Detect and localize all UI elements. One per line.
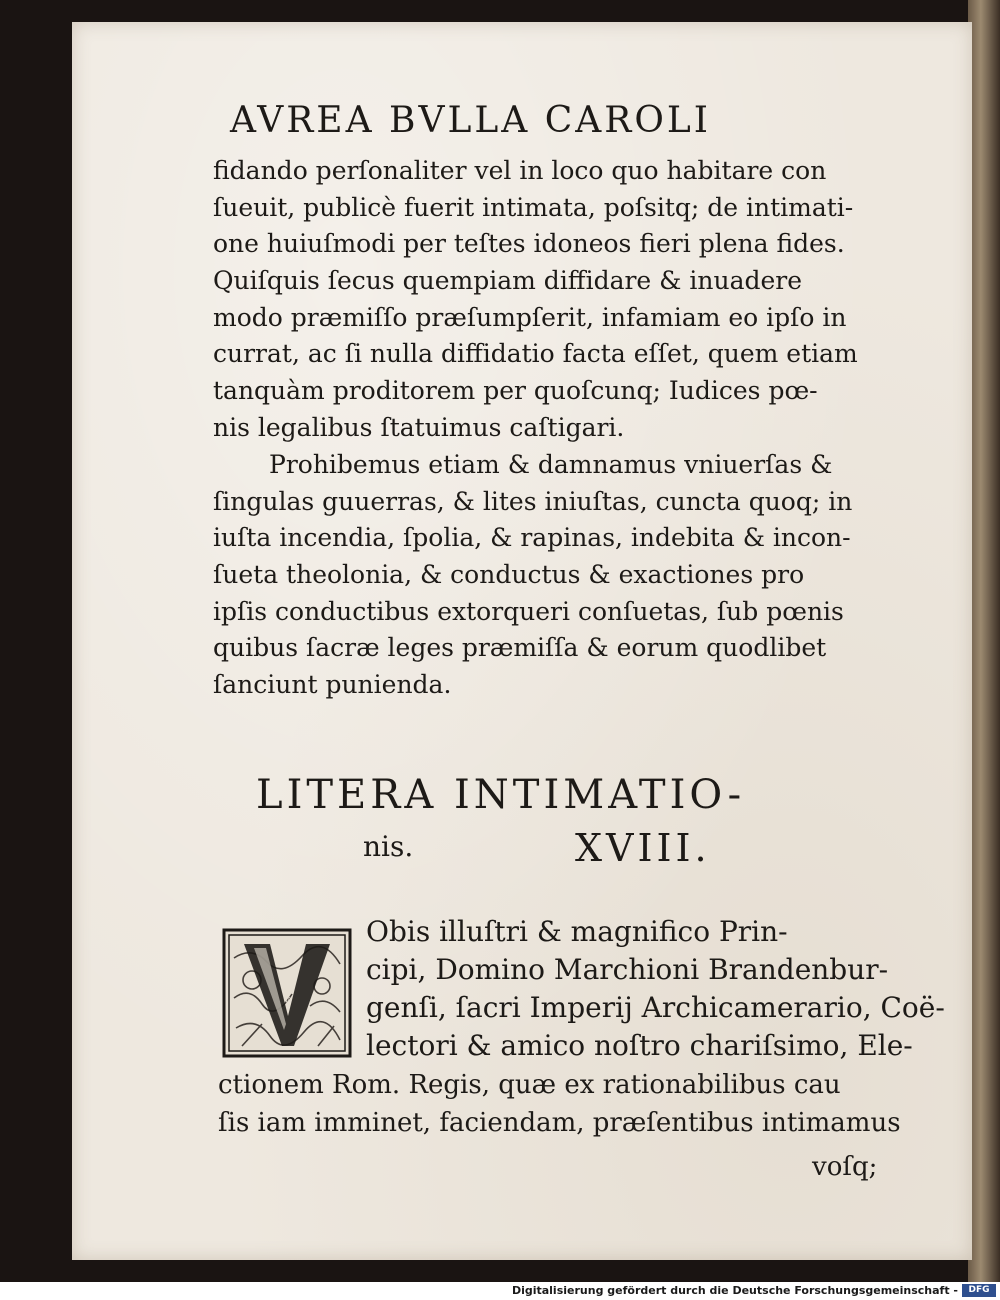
decorated-initial-v [222, 928, 352, 1058]
book-edge [968, 0, 1000, 1282]
paragraph-3-intro [366, 913, 945, 1065]
text-line: ſis iam imminet, faciendam, præſentibus intimamus [218, 1108, 901, 1138]
catchword: voſq; [812, 1152, 878, 1182]
text-line: currat, ac ſi nulla diffidatio facta eſſet, quem etiam [213, 339, 858, 369]
text-line: Quiſquis ſecus quempiam diffidare & inuadere [213, 266, 803, 296]
text-line: ctionem Rom. Regis, quæ ex rationabilibus cau [218, 1070, 841, 1100]
text-line: quibus ſacræ leges præmiſſa & eorum quodlibet [213, 633, 827, 663]
section-title: LITERA INTIMATIO- [256, 772, 746, 818]
paragraph-3-continued [218, 1066, 908, 1142]
text-line: ſingulas guuerras, & lites iniuſtas, cuncta quoq; in [213, 486, 853, 516]
text-line: iuſta incendia, ſpolia, & rapinas, indebita & incon- [213, 523, 851, 553]
section-title-line-2 [363, 826, 783, 870]
running-header: AVREA BVLLA CAROLI [230, 100, 712, 141]
footer-bar [0, 1282, 1000, 1300]
text-line: one huiuſmodi per teſtes idoneos fieri plena fides. [213, 229, 845, 259]
funding-credit: Digitalisierung gefördert durch die Deutsche Forschungsgemeinschaft - [511, 1284, 958, 1297]
section-title-suffix: nis. [363, 830, 414, 863]
dfg-logo: DFG [962, 1284, 996, 1297]
text-line: modo præmiſſo præſumpſerit, infamiam eo ipſo in [213, 302, 847, 332]
paragraph-2 [213, 447, 903, 704]
text-line: Prohibemus etiam & damnamus vniuerſas & [269, 450, 833, 479]
text-line: ſueuit, publicè fuerit intimata, poſsitq; de intimati- [213, 192, 854, 222]
text-line: ipſis conductibus extorqueri conſuetas, ſub pœnis [213, 596, 844, 626]
paragraph-1 [213, 153, 903, 447]
text-line: genſi, ſacri Imperij Archicamerario, Coë- [366, 991, 945, 1024]
text-line: lectori & amico noſtro chariſsimo, Ele- [366, 1029, 913, 1062]
text-line: Obis illuſtri & magnifico Prin- [366, 915, 788, 948]
text-line: ſueta theolonia, & conductus & exactiones pro [213, 560, 805, 590]
text-line: tanquàm proditorem per quoſcunq; Iudices pœ- [213, 376, 818, 406]
section-number: XVIII. [575, 826, 711, 870]
svg-text:V: V [284, 996, 290, 1005]
text-line: fidando perſonaliter vel in loco quo habitare con [213, 156, 827, 185]
text-line: ſanciunt punienda. [213, 670, 452, 700]
text-line: nis legalibus ſtatuimus caſtigari. [213, 412, 625, 442]
text-line: cipi, Domino Marchioni Brandenbur- [366, 953, 889, 986]
